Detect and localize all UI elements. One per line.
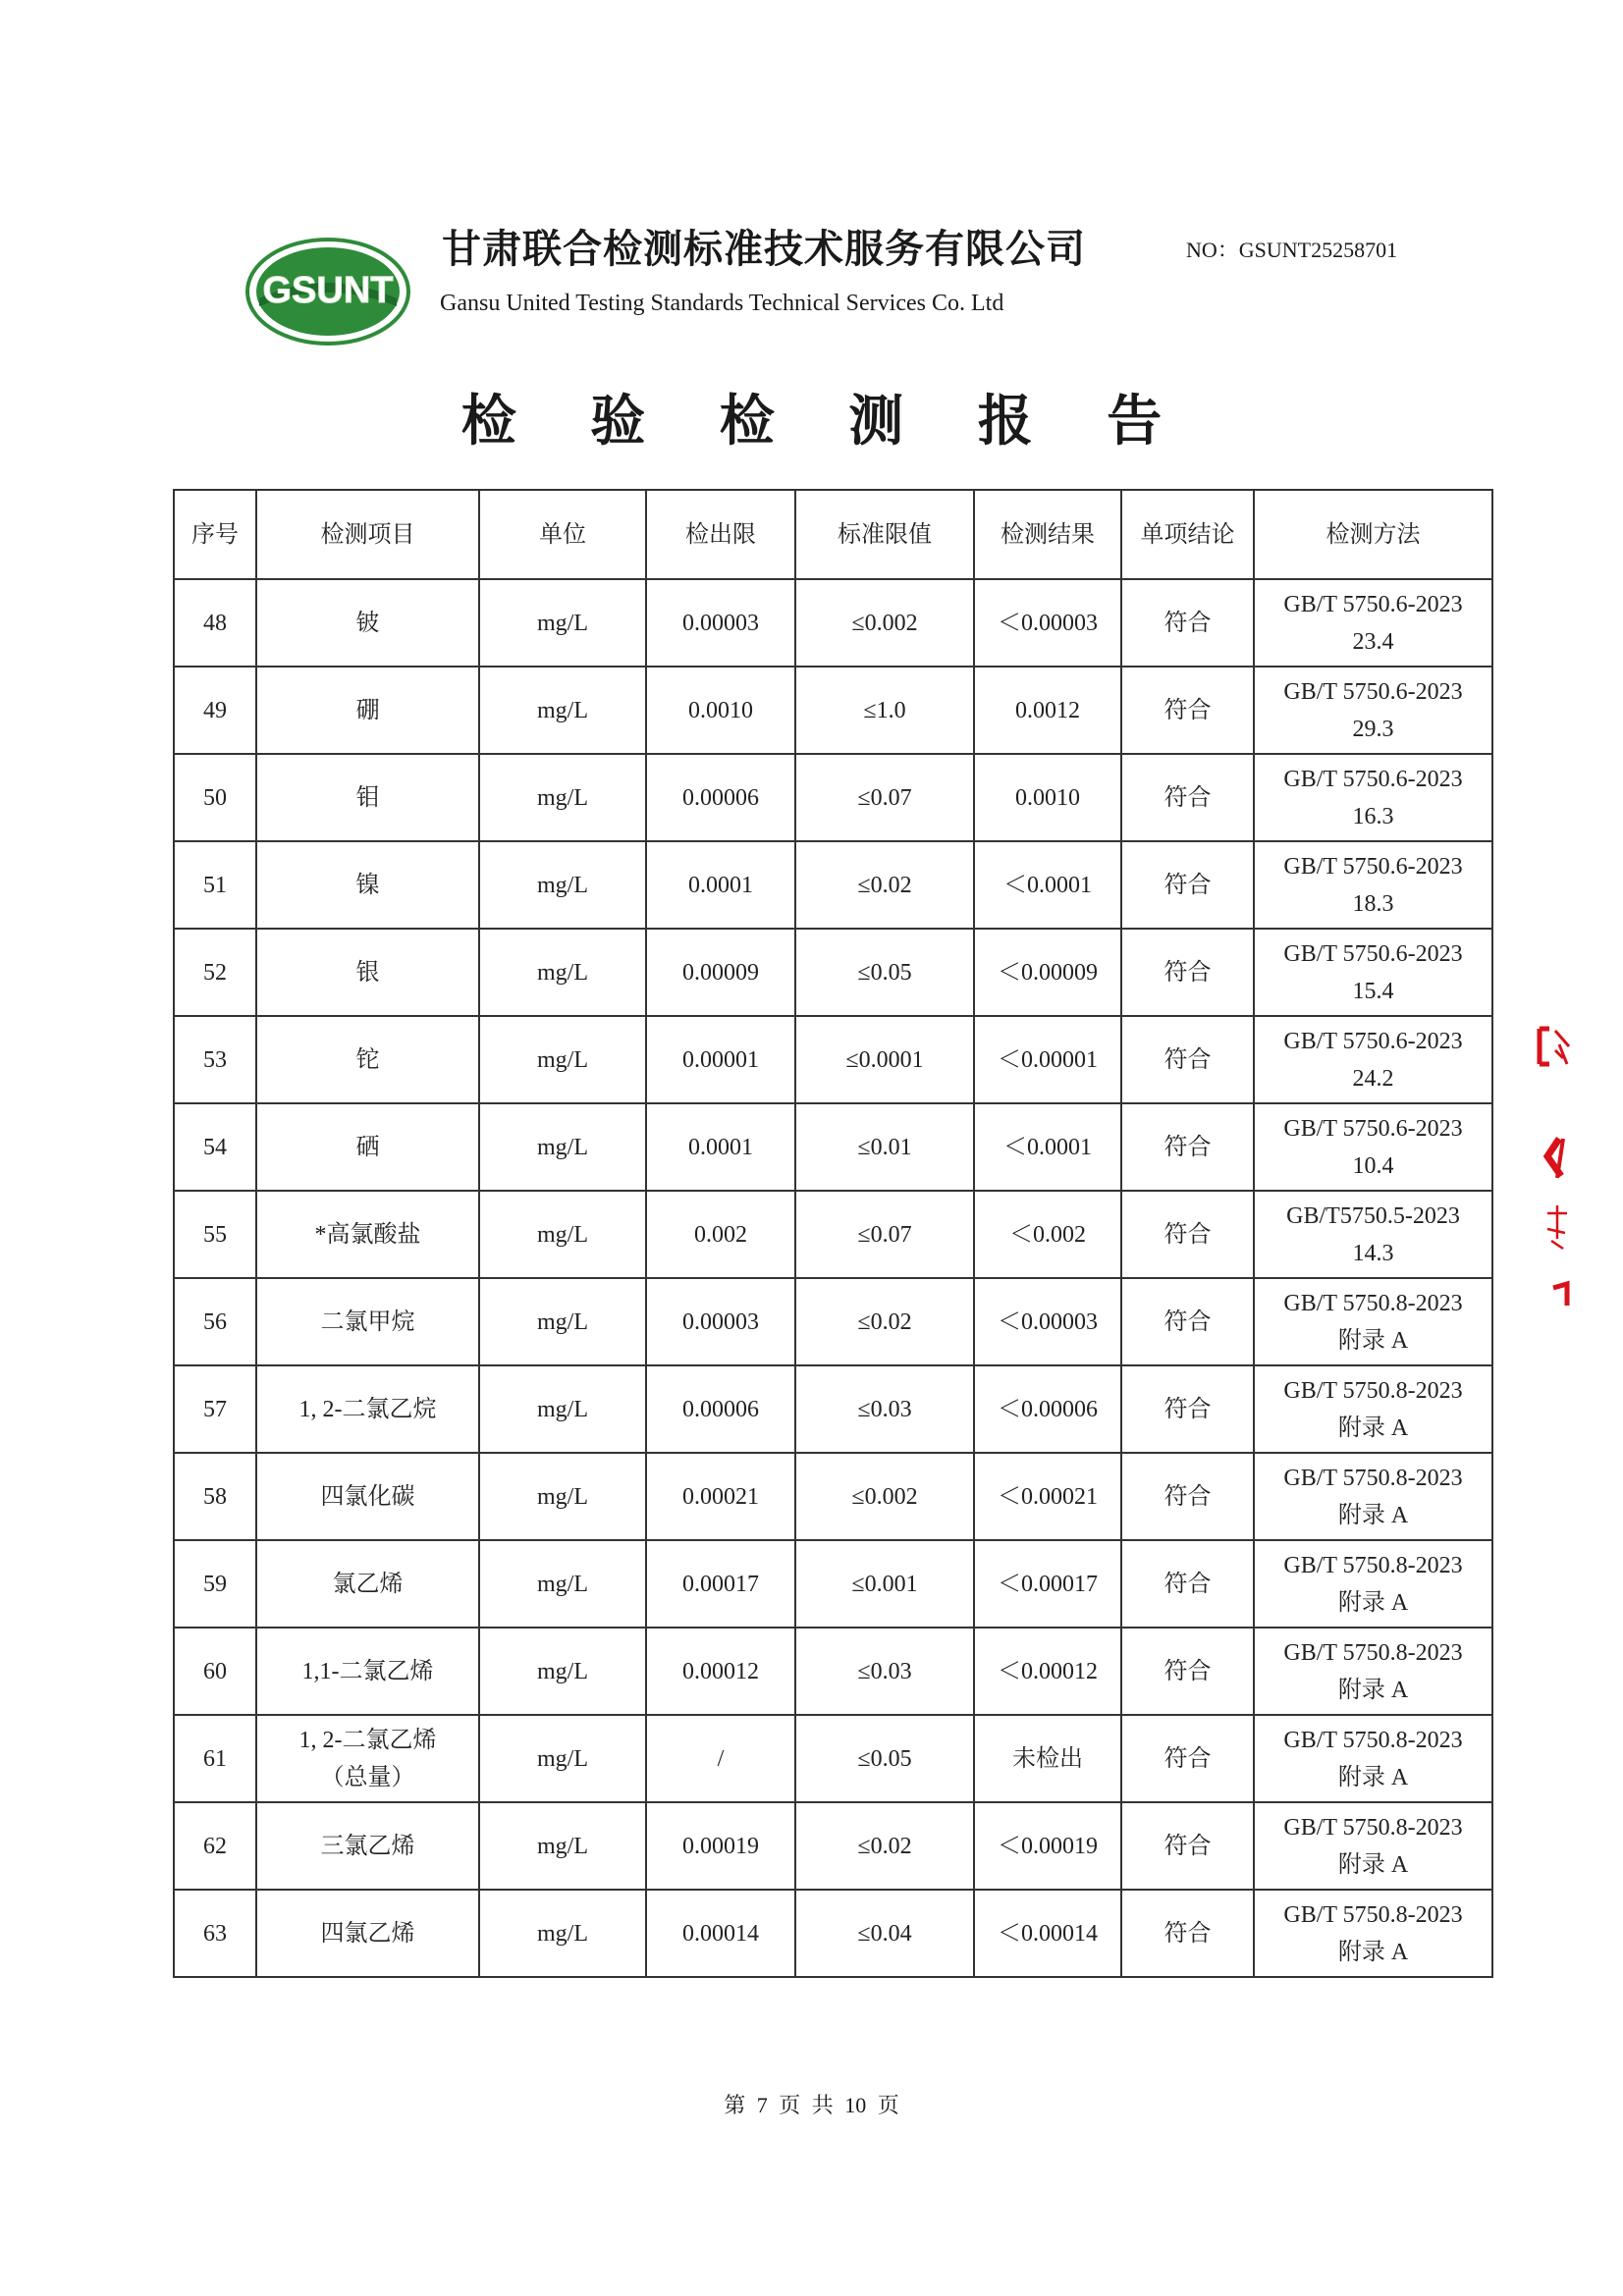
test-method (1254, 1628, 1492, 1715)
test-result: ＜0.00009 (974, 929, 1121, 1016)
table-row (174, 754, 1492, 841)
table-row (174, 1628, 1492, 1715)
test-result: ＜0.0001 (974, 841, 1121, 929)
standard-limit: ≤1.0 (795, 667, 974, 754)
test-method (1254, 1715, 1492, 1802)
row-number: 57 (174, 1365, 256, 1453)
table-row (174, 1453, 1492, 1540)
row-number: 49 (174, 667, 256, 754)
method-clause: 附录 A (1337, 1502, 1409, 1528)
standard-limit: ≤0.04 (795, 1890, 974, 1977)
test-result: ＜0.00003 (974, 1278, 1121, 1365)
method-standard: GB/T 5750.6-2023 (1283, 1028, 1463, 1054)
header-no: 序号 (174, 490, 256, 579)
page-footer: 第 7 页 共 10 页 (724, 2093, 899, 2117)
test-method (1254, 1191, 1492, 1278)
detection-limit: 0.00006 (646, 1365, 795, 1453)
method-clause: 附录 A (1337, 1415, 1409, 1441)
standard-limit: ≤0.03 (795, 1365, 974, 1453)
method-standard: GB/T 5750.8-2023 (1283, 1552, 1463, 1578)
row-number: 50 (174, 754, 256, 841)
row-number: 61 (174, 1715, 256, 1802)
test-method (1254, 1103, 1492, 1191)
unit: mg/L (479, 1016, 646, 1103)
header-method: 检测方法 (1254, 490, 1492, 579)
unit: mg/L (479, 579, 646, 667)
verdict: 符合 (1121, 1540, 1254, 1628)
unit: mg/L (479, 841, 646, 929)
table-row (174, 1016, 1492, 1103)
standard-limit: ≤0.05 (795, 929, 974, 1016)
row-number: 62 (174, 1802, 256, 1890)
standard-limit: ≤0.001 (795, 1540, 974, 1628)
verdict: 符合 (1121, 1802, 1254, 1890)
method-standard: GB/T 5750.6-2023 (1283, 1115, 1463, 1142)
verdict: 符合 (1121, 1890, 1254, 1977)
verdict: 符合 (1121, 1715, 1254, 1802)
detection-limit: 0.0001 (646, 1103, 795, 1191)
unit: mg/L (479, 1890, 646, 1977)
test-result: ＜0.00003 (974, 579, 1121, 667)
test-result: 0.0010 (974, 754, 1121, 841)
unit: mg/L (479, 929, 646, 1016)
verdict: 符合 (1121, 667, 1254, 754)
method-clause: 附录 A (1337, 1851, 1409, 1878)
detection-limit: 0.00014 (646, 1890, 795, 1977)
method-clause: 18.3 (1352, 890, 1394, 917)
standard-limit: ≤0.02 (795, 841, 974, 929)
test-method (1254, 1365, 1492, 1453)
test-method (1254, 1540, 1492, 1628)
verdict: 符合 (1121, 1365, 1254, 1453)
test-item: 1, 2-二氯乙烯 （总量） (256, 1715, 479, 1802)
row-number: 63 (174, 1890, 256, 1977)
method-standard: GB/T 5750.6-2023 (1283, 853, 1463, 880)
header-lod: 检出限 (646, 490, 795, 579)
company-logo (245, 238, 410, 346)
test-method (1254, 579, 1492, 667)
method-clause: 附录 A (1337, 1677, 1409, 1703)
unit: mg/L (479, 1453, 646, 1540)
table-body (174, 579, 1492, 1977)
table-row (174, 1278, 1492, 1365)
test-result: ＜0.00001 (974, 1016, 1121, 1103)
table-row (174, 667, 1492, 754)
row-number: 58 (174, 1453, 256, 1540)
detection-limit: 0.00019 (646, 1802, 795, 1890)
method-standard: GB/T 5750.8-2023 (1283, 1290, 1463, 1316)
unit: mg/L (479, 1103, 646, 1191)
standard-limit: ≤0.05 (795, 1715, 974, 1802)
test-item: 1,1-二氯乙烯 (256, 1628, 479, 1715)
unit: mg/L (479, 1628, 646, 1715)
detection-limit: 0.0001 (646, 841, 795, 929)
standard-limit: ≤0.02 (795, 1278, 974, 1365)
test-item: 铍 (256, 579, 479, 667)
test-method (1254, 1802, 1492, 1890)
unit: mg/L (479, 1540, 646, 1628)
table-row (174, 929, 1492, 1016)
test-item: 镍 (256, 841, 479, 929)
row-number: 51 (174, 841, 256, 929)
verdict: 符合 (1121, 1453, 1254, 1540)
test-item: 钼 (256, 754, 479, 841)
standard-limit: ≤0.07 (795, 754, 974, 841)
test-item: 银 (256, 929, 479, 1016)
method-standard: GB/T 5750.6-2023 (1283, 678, 1463, 705)
standard-limit: ≤0.002 (795, 1453, 974, 1540)
report-title: 检 验 检 测 报 告 (460, 390, 1190, 454)
verdict: 符合 (1121, 1191, 1254, 1278)
header-limit: 标准限值 (795, 490, 974, 579)
row-number: 60 (174, 1628, 256, 1715)
test-method (1254, 1453, 1492, 1540)
unit: mg/L (479, 1802, 646, 1890)
test-result: 0.0012 (974, 667, 1121, 754)
test-item: *高氯酸盐 (256, 1191, 479, 1278)
row-number: 52 (174, 929, 256, 1016)
table-row (174, 1365, 1492, 1453)
method-standard: GB/T 5750.8-2023 (1283, 1639, 1463, 1666)
detection-limit: 0.002 (646, 1191, 795, 1278)
test-result: ＜0.0001 (974, 1103, 1121, 1191)
method-clause: 29.3 (1352, 716, 1394, 742)
verdict: 符合 (1121, 1103, 1254, 1191)
row-number: 56 (174, 1278, 256, 1365)
unit: mg/L (479, 1715, 646, 1802)
row-number: 53 (174, 1016, 256, 1103)
detection-limit: 0.00003 (646, 579, 795, 667)
standard-limit: ≤0.03 (795, 1628, 974, 1715)
method-clause: 15.4 (1352, 978, 1394, 1004)
table-row (174, 1191, 1492, 1278)
standard-limit: ≤0.02 (795, 1802, 974, 1890)
test-method (1254, 1890, 1492, 1977)
test-method (1254, 841, 1492, 929)
method-clause: 24.2 (1352, 1065, 1394, 1092)
row-number: 59 (174, 1540, 256, 1628)
test-item: 1, 2-二氯乙烷 (256, 1365, 479, 1453)
table-row (174, 1802, 1492, 1890)
detection-limit: 0.00003 (646, 1278, 795, 1365)
table-row (174, 1715, 1492, 1802)
header-verdict: 单项结论 (1121, 490, 1254, 579)
method-standard: GB/T 5750.8-2023 (1283, 1377, 1463, 1404)
company-name-en: Gansu United Testing Standards Technical Services Co. Ltd (440, 291, 1004, 316)
verdict: 符合 (1121, 579, 1254, 667)
standard-limit: ≤0.01 (795, 1103, 974, 1191)
test-result: ＜0.00012 (974, 1628, 1121, 1715)
verdict: 符合 (1121, 754, 1254, 841)
test-result: ＜0.00017 (974, 1540, 1121, 1628)
test-item: 四氯乙烯 (256, 1890, 479, 1977)
detection-limit: / (646, 1715, 795, 1802)
method-standard: GB/T 5750.8-2023 (1283, 1901, 1463, 1928)
verdict: 符合 (1121, 1628, 1254, 1715)
report-number: NO：GSUNT25258701 (1186, 238, 1398, 262)
table-row (174, 1890, 1492, 1977)
method-clause: 23.4 (1352, 628, 1394, 655)
header-result: 检测结果 (974, 490, 1121, 579)
detection-limit: 0.00009 (646, 929, 795, 1016)
method-clause: 14.3 (1352, 1240, 1394, 1266)
detection-limit: 0.00017 (646, 1540, 795, 1628)
unit: mg/L (479, 754, 646, 841)
method-clause: 10.4 (1352, 1152, 1394, 1179)
test-item: 四氯化碳 (256, 1453, 479, 1540)
method-standard: GB/T 5750.6-2023 (1283, 591, 1463, 617)
test-method (1254, 754, 1492, 841)
method-standard: GB/T 5750.6-2023 (1283, 940, 1463, 967)
table-row (174, 1103, 1492, 1191)
unit: mg/L (479, 1278, 646, 1365)
test-result: ＜0.002 (974, 1191, 1121, 1278)
test-method (1254, 667, 1492, 754)
test-result: 未检出 (974, 1715, 1121, 1802)
test-item: 硼 (256, 667, 479, 754)
detection-limit: 0.0010 (646, 667, 795, 754)
method-clause: 附录 A (1337, 1939, 1409, 1965)
method-standard: GB/T 5750.8-2023 (1283, 1727, 1463, 1753)
row-number: 48 (174, 579, 256, 667)
detection-limit: 0.00006 (646, 754, 795, 841)
method-standard: GB/T 5750.8-2023 (1283, 1465, 1463, 1491)
header-item: 检测项目 (256, 490, 479, 579)
method-clause: 附录 A (1337, 1764, 1409, 1790)
verdict: 符合 (1121, 841, 1254, 929)
table-row (174, 841, 1492, 929)
test-result: ＜0.00014 (974, 1890, 1121, 1977)
table-header-row (174, 490, 1492, 579)
results-table (173, 489, 1493, 1978)
method-clause: 附录 A (1337, 1589, 1409, 1616)
unit: mg/L (479, 667, 646, 754)
table-row (174, 1540, 1492, 1628)
table-row (174, 579, 1492, 667)
test-item: 硒 (256, 1103, 479, 1191)
method-clause: 附录 A (1337, 1327, 1409, 1354)
verdict: 符合 (1121, 929, 1254, 1016)
header-unit: 单位 (479, 490, 646, 579)
logo-text: GSUNT (262, 270, 394, 311)
test-method (1254, 929, 1492, 1016)
unit: mg/L (479, 1191, 646, 1278)
detection-limit: 0.00012 (646, 1628, 795, 1715)
test-method (1254, 1016, 1492, 1103)
method-clause: 16.3 (1352, 803, 1394, 829)
standard-limit: ≤0.0001 (795, 1016, 974, 1103)
detection-limit: 0.00021 (646, 1453, 795, 1540)
unit: mg/L (479, 1365, 646, 1453)
verdict: 符合 (1121, 1278, 1254, 1365)
test-item: 铊 (256, 1016, 479, 1103)
row-number: 55 (174, 1191, 256, 1278)
method-standard: GB/T 5750.6-2023 (1283, 766, 1463, 792)
company-name-cn: 甘肃联合检测标准技术服务有限公司 (442, 227, 1086, 272)
test-item: 三氯乙烯 (256, 1802, 479, 1890)
test-result: ＜0.00019 (974, 1802, 1121, 1890)
test-item: 氯乙烯 (256, 1540, 479, 1628)
test-result: ＜0.00021 (974, 1453, 1121, 1540)
method-standard: GB/T 5750.8-2023 (1283, 1814, 1463, 1841)
verdict: 符合 (1121, 1016, 1254, 1103)
standard-limit: ≤0.07 (795, 1191, 974, 1278)
test-method (1254, 1278, 1492, 1365)
method-standard: GB/T5750.5-2023 (1286, 1202, 1460, 1229)
test-result: ＜0.00006 (974, 1365, 1121, 1453)
standard-limit: ≤0.002 (795, 579, 974, 667)
detection-limit: 0.00001 (646, 1016, 795, 1103)
row-number: 54 (174, 1103, 256, 1191)
test-item: 二氯甲烷 (256, 1278, 479, 1365)
red-seal-fragment (1534, 1021, 1573, 1315)
